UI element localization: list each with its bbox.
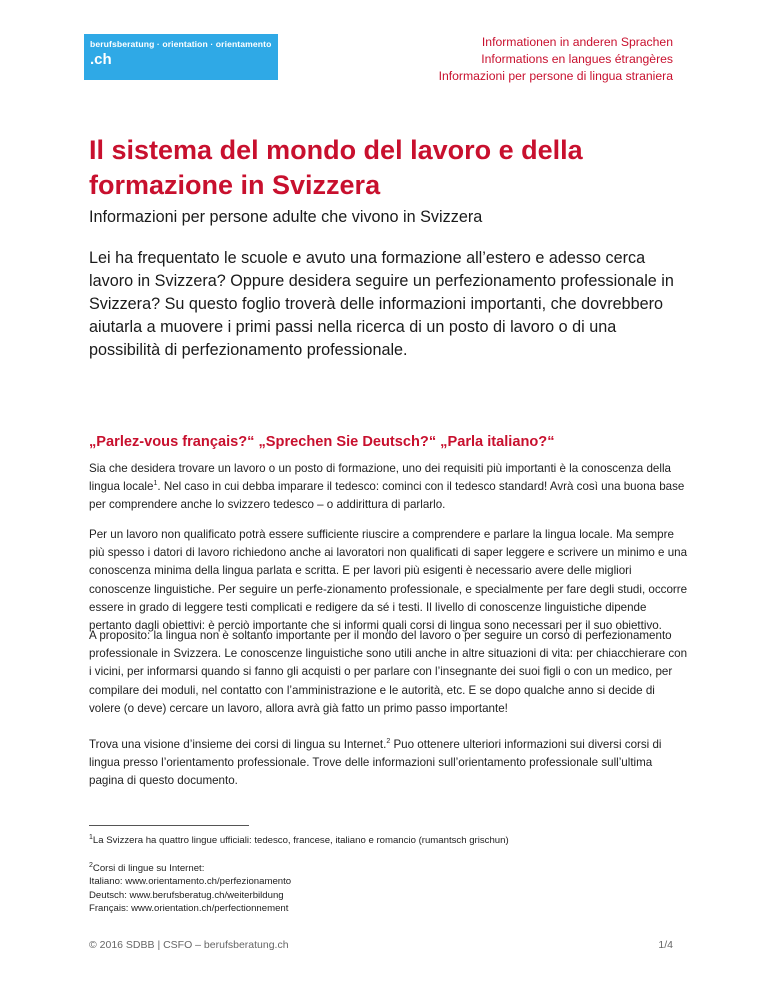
p2-text: Per un lavoro non qualificato potrà essere sufficiente riuscire a comprendere e parlare la lingua locale. Ma sempre più spesso i datori di lavoro richiedono anche ai lavoratori non qualificati di saper leggere e scrivere un minimo e una conoscenza minima della lingua parlata e scritta. E per lavori più esigenti è necessario avere delle migliori conoscenze linguistiche. Per seguire un perfe-zionamento professionale, e specialmente per fare degli studi, occorre essere in grado di leggere testi complicati e redigere da sé i testi. Il livello di conoscenze linguistiche dipende pertanto dagli obiettivi: è perciò importante che si informi quali corsi di lingua sono necessari per il suo obiettivo. [89,528,688,633]
body-paragraph-3 [89,627,689,718]
footnote-2 [89,862,291,916]
body-paragraph-4 [89,736,689,791]
footnote-1 [89,834,509,847]
p1-text-a: Sia che desidera trovare un lavoro o un posto di formazione, uno dei requisiti più importanti è la conoscenza della lingua locale [89,462,671,494]
p4-text-b: Puo ottenere ulteriori informazioni sui diversi corsi di lingua presso l’orientamento professionale. Trove delle informazioni sull’orientamento professionale sull’ultima pagina di questo documento. [89,738,662,788]
lang-link-italian[interactable]: Informazioni per persone di lingua straniera [438,69,673,83]
logo-text-line1: berufsberatung · orientation · orientamento [90,39,272,49]
footnote-1-text: La Svizzera ha quattro lingue ufficiali: tedesco, francese, italiano e romancio (rumantsch grischun) [92,835,509,846]
footnote-2-link-italian[interactable]: Italiano: www.orientamento.ch/perfezionamento [89,876,292,888]
p3-text: A proposito: la lingua non è soltanto importante per il mondo del lavoro o per seguire un corso di perfezionamento professionale in Svizzera. Le conoscenze linguistiche sono utili anche in altre situazioni di vita: per chiacchierare con i vicini, per informarsi quando si fanno gli acquisti o per parlare con l’insegnante dei suoi figli o con un medico, per compilare dei moduli, nel contatto con l’amministrazione e le autorità, etc. E se dopo qualche anno si decide di volere (o deve) cercare un lavoro, allora avrà già fatto un primo passo importante! [89,629,688,715]
footnote-2-link-german[interactable]: Deutsch: www.berufsberatug.ch/weiterbildung [89,889,284,901]
page-subtitle: Informazioni per persone adulte che vivono in Svizzera [89,208,483,226]
footnote-2-line1: Corsi di lingue su Internet: [92,863,205,874]
footnote-ref-2[interactable]: 2 [386,738,391,746]
footer-copyright: © 2016 SDBB | CSFO – berufsberatung.ch [89,939,289,951]
intro-paragraph: Lei ha frequentato le scuole e avuto una formazione all’estero e adesso cerca lavoro in Svizzera? Oppure desidera seguire un perfezionamento professionale in Svizzera? Su questo foglio troverà delle informazioni importanti, che dovrebbero aiutarla a muovere i primi passi nella ricerca di un posto di lavoro o di una possibilità di perfezionamento professionale. [89,249,674,359]
lang-link-french[interactable]: Informations en langues étrangères [481,52,673,66]
footnote-2-mark: 2 [89,861,93,869]
section-heading-languages: „Parlez-vous français?“ „Sprechen Sie Deutsch?“ „Parla italiano?“ [89,434,555,450]
logo-text-line2: .ch [90,51,112,68]
body-paragraph-2 [89,526,689,635]
p4-text-a: Trova una visione d’insieme dei corsi di lingua su Internet. [89,738,387,751]
lang-link-german[interactable]: Informationen in anderen Sprachen [481,35,673,49]
footnote-2-link-french[interactable]: Français: www.orientation.ch/perfectionnement [89,903,289,915]
footnote-ref-1[interactable]: 1 [153,480,158,488]
page-title: Il sistema del mondo del lavoro e della formazione in Svizzera [89,135,583,200]
body-paragraph-1 [89,460,689,515]
footnote-1-mark: 1 [89,833,93,841]
footer-page-number: 1/4 [658,939,673,951]
footnote-divider [89,825,249,826]
language-links [439,34,673,85]
site-logo[interactable] [84,34,278,80]
p1-text-b: . Nel caso in cui debba imparare il tedesco: cominci con il tedesco standard! Avrà così una buona base per comprendere anche lo svizzero tedesco – o addirittura di parlarlo. [89,480,685,512]
